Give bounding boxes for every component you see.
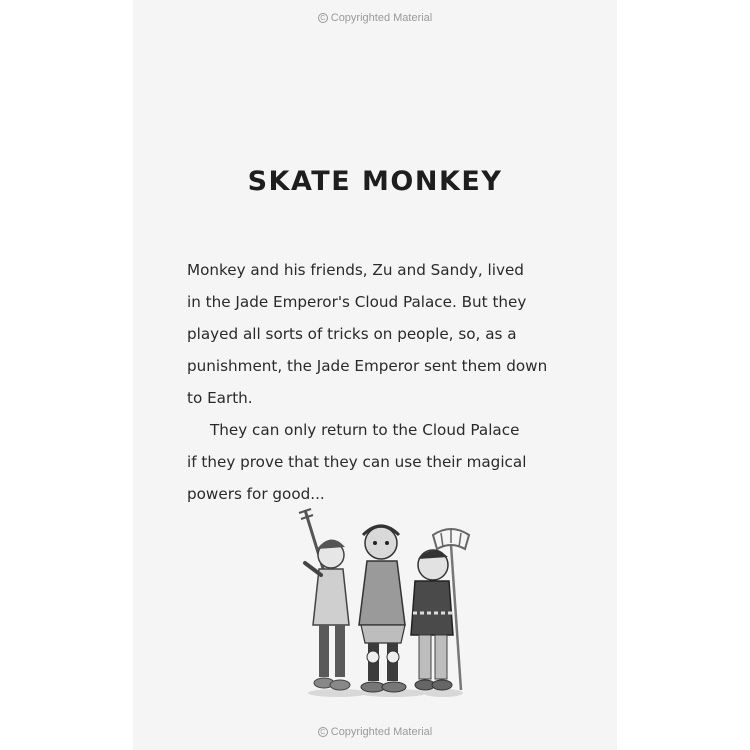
staff-icon — [299, 509, 325, 575]
characters-illustration — [273, 505, 483, 700]
text-line: in the Jade Emperor's Cloud Palace. But they — [187, 293, 527, 311]
chapter-title: SKATE MONKEY — [247, 166, 503, 197]
copyright-label-bottom: Copyrighted Material — [330, 726, 433, 738]
copyright-notice-top — [133, 12, 617, 24]
copyright-icon: C — [318, 13, 328, 23]
text-line: powers for good... — [187, 485, 325, 503]
text-line: Monkey and his friends, Zu and Sandy, lived — [187, 261, 524, 279]
text-line: punishment, the Jade Emperor sent them down — [187, 357, 548, 375]
copyright-label-top: Copyrighted Material — [330, 12, 433, 24]
text-line: They can only return to the Cloud Palace — [210, 421, 520, 439]
monkey-character — [359, 526, 406, 692]
text-line: played all sorts of tricks on people, so, as a — [187, 325, 517, 343]
book-page — [133, 0, 617, 750]
copyright-notice-bottom — [133, 726, 617, 738]
sandy-character — [411, 550, 453, 690]
text-line: if they prove that they can use their magical — [187, 453, 527, 471]
text-line: to Earth. — [187, 389, 253, 407]
intro-text — [187, 254, 557, 510]
zu-character — [305, 539, 350, 690]
copyright-icon: C — [318, 727, 328, 737]
